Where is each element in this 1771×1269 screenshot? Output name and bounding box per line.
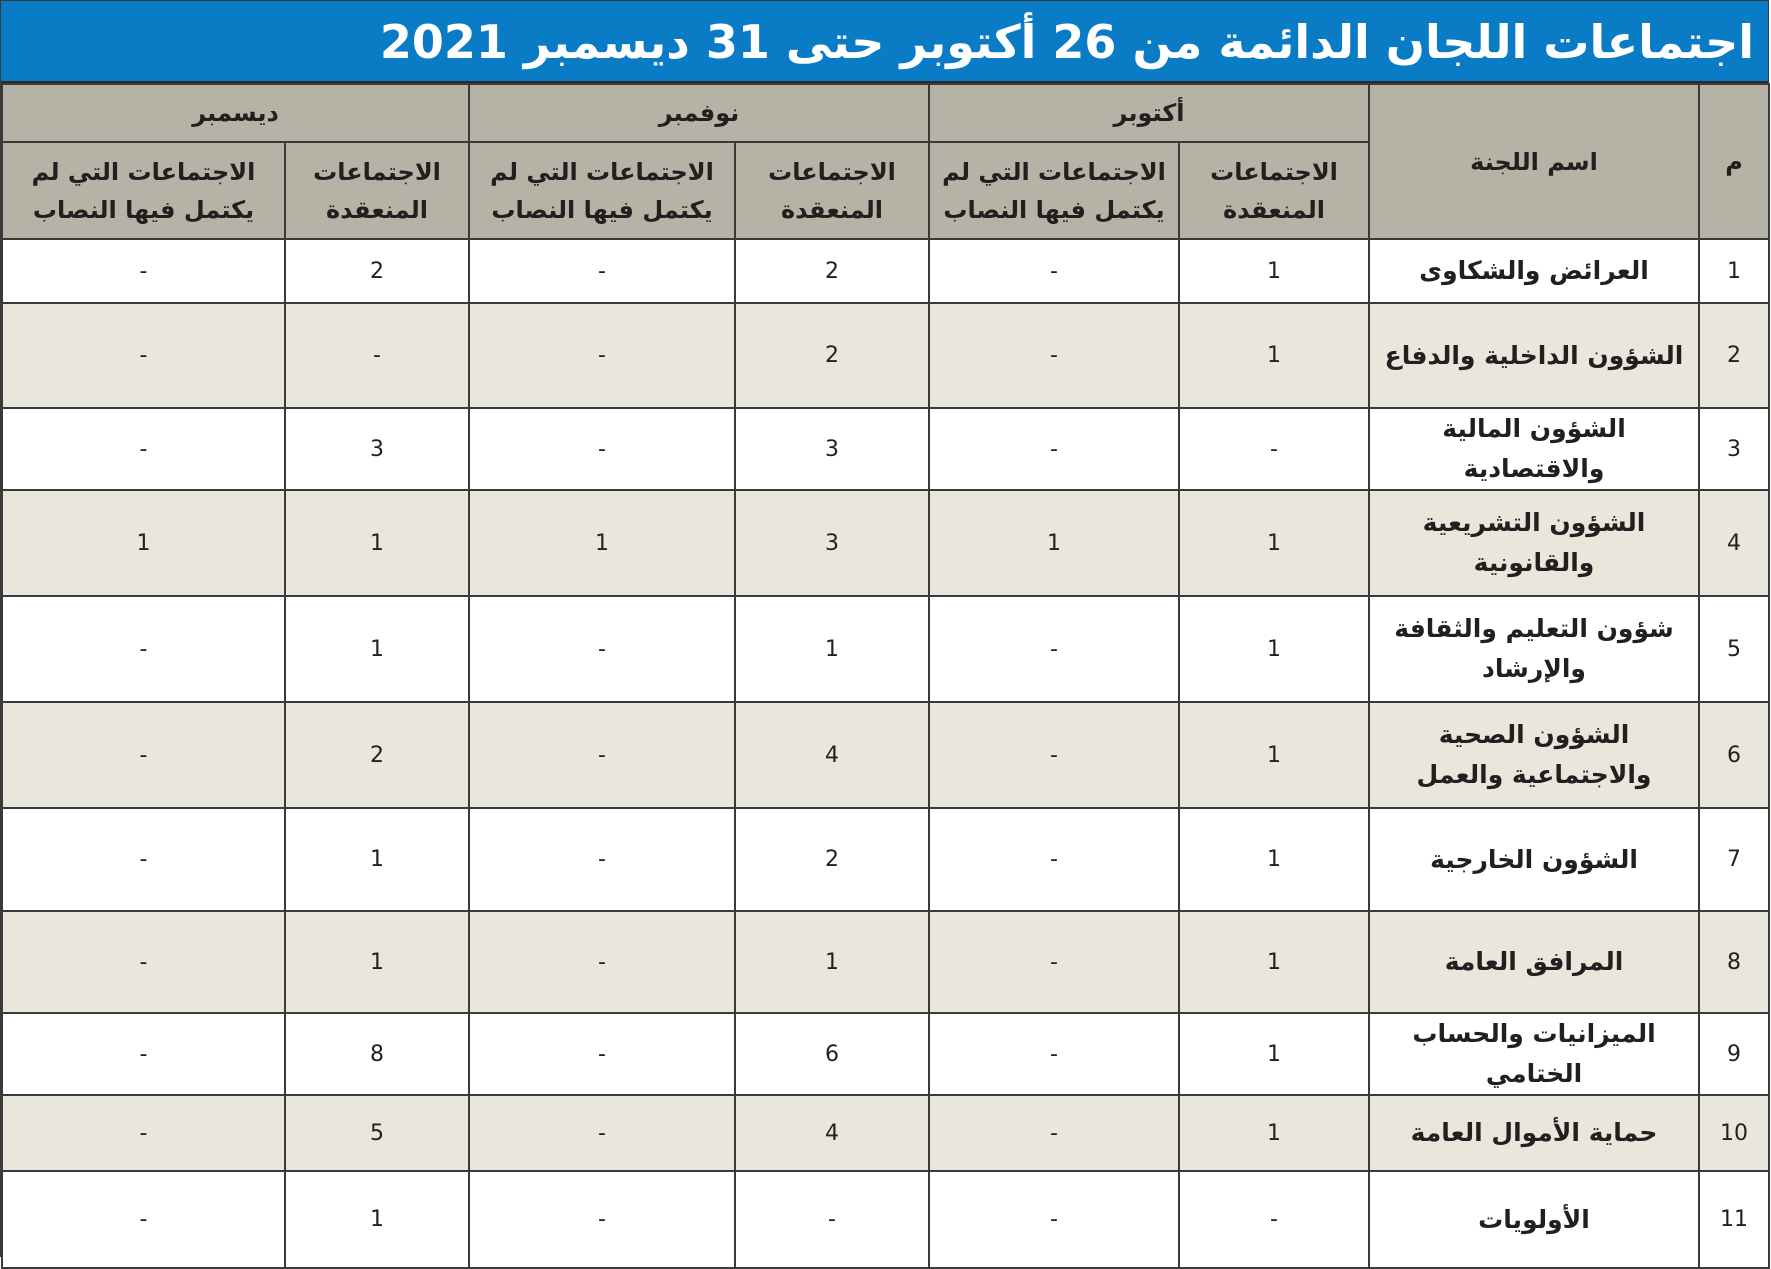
october-held: 1	[1179, 1013, 1369, 1095]
november-held: 1	[735, 911, 929, 1013]
october-held: 1	[1179, 808, 1369, 911]
november-held: -	[735, 1171, 929, 1268]
header-month-october: أكتوبر	[929, 84, 1369, 142]
october-held: 1	[1179, 911, 1369, 1013]
december-no-quorum: -	[2, 1171, 285, 1268]
header-november-held: الاجتماعات المنعقدة	[735, 142, 929, 239]
november-held: 6	[735, 1013, 929, 1095]
october-no-quorum: -	[929, 303, 1179, 408]
november-held: 1	[735, 596, 929, 702]
row-number: 3	[1699, 408, 1769, 490]
header-december-no-quorum: الاجتماعات التي لم يكتمل فيها النصاب	[2, 142, 285, 239]
october-held: 1	[1179, 702, 1369, 808]
october-held: -	[1179, 1171, 1369, 1268]
november-no-quorum: -	[469, 1171, 735, 1268]
table-row	[2, 490, 1769, 596]
november-no-quorum: -	[469, 596, 735, 702]
october-no-quorum: -	[929, 1095, 1179, 1171]
committee-name: الشؤون الخارجية	[1369, 808, 1699, 911]
committee-name: الشؤون المالية والاقتصادية	[1369, 408, 1699, 490]
table-row	[2, 702, 1769, 808]
october-held: 1	[1179, 596, 1369, 702]
november-no-quorum: -	[469, 702, 735, 808]
november-no-quorum: -	[469, 303, 735, 408]
header-num: م	[1699, 84, 1769, 239]
december-held: 1	[285, 911, 469, 1013]
table-row	[2, 911, 1769, 1013]
committee-name: الأولويات	[1369, 1171, 1699, 1268]
committee-name: العرائض والشكاوى	[1369, 239, 1699, 303]
december-held: 2	[285, 239, 469, 303]
october-no-quorum: -	[929, 1013, 1179, 1095]
november-no-quorum: -	[469, 1013, 735, 1095]
november-held: 2	[735, 239, 929, 303]
december-held: 1	[285, 490, 469, 596]
october-no-quorum: -	[929, 596, 1179, 702]
december-no-quorum: -	[2, 596, 285, 702]
december-held: 1	[285, 596, 469, 702]
header-november-no-quorum: الاجتماعات التي لم يكتمل فيها النصاب	[469, 142, 735, 239]
october-held: 1	[1179, 239, 1369, 303]
row-number: 6	[1699, 702, 1769, 808]
header-committee: اسم اللجنة	[1369, 84, 1699, 239]
table-row	[2, 596, 1769, 702]
november-held: 2	[735, 808, 929, 911]
row-number: 2	[1699, 303, 1769, 408]
header-october-held: الاجتماعات المنعقدة	[1179, 142, 1369, 239]
october-no-quorum: -	[929, 239, 1179, 303]
october-held: 1	[1179, 490, 1369, 596]
november-no-quorum: -	[469, 808, 735, 911]
october-held: -	[1179, 408, 1369, 490]
october-no-quorum: -	[929, 911, 1179, 1013]
october-held: 1	[1179, 303, 1369, 408]
header-october-no-quorum: الاجتماعات التي لم يكتمل فيها النصاب	[929, 142, 1179, 239]
december-held: 1	[285, 808, 469, 911]
october-no-quorum: -	[929, 808, 1179, 911]
meetings-table	[1, 83, 1770, 1269]
row-number: 9	[1699, 1013, 1769, 1095]
table-row	[2, 1013, 1769, 1095]
november-no-quorum: 1	[469, 490, 735, 596]
december-no-quorum: -	[2, 1095, 285, 1171]
table-row	[2, 1171, 1769, 1268]
row-number: 5	[1699, 596, 1769, 702]
december-no-quorum: 1	[2, 490, 285, 596]
december-held: 8	[285, 1013, 469, 1095]
december-no-quorum: -	[2, 1013, 285, 1095]
committee-name: الشؤون الصحية والاجتماعية والعمل	[1369, 702, 1699, 808]
header-december-held: الاجتماعات المنعقدة	[285, 142, 469, 239]
october-no-quorum: -	[929, 408, 1179, 490]
october-no-quorum: 1	[929, 490, 1179, 596]
november-held: 2	[735, 303, 929, 408]
december-held: -	[285, 303, 469, 408]
row-number: 10	[1699, 1095, 1769, 1171]
committee-name: شؤون التعليم والثقافة والإرشاد	[1369, 596, 1699, 702]
committee-name: حماية الأموال العامة	[1369, 1095, 1699, 1171]
december-no-quorum: -	[2, 808, 285, 911]
december-no-quorum: -	[2, 702, 285, 808]
november-held: 3	[735, 408, 929, 490]
row-number: 8	[1699, 911, 1769, 1013]
december-held: 2	[285, 702, 469, 808]
table-row	[2, 808, 1769, 911]
november-no-quorum: -	[469, 408, 735, 490]
december-held: 1	[285, 1171, 469, 1268]
november-no-quorum: -	[469, 1095, 735, 1171]
committee-name: الميزانيات والحساب الختامي	[1369, 1013, 1699, 1095]
table-row	[2, 1095, 1769, 1171]
table-row	[2, 303, 1769, 408]
november-held: 3	[735, 490, 929, 596]
december-no-quorum: -	[2, 911, 285, 1013]
header-month-december: ديسمبر	[2, 84, 469, 142]
row-number: 11	[1699, 1171, 1769, 1268]
committee-name: الشؤون الداخلية والدفاع	[1369, 303, 1699, 408]
table-row	[2, 408, 1769, 490]
november-no-quorum: -	[469, 911, 735, 1013]
table-row	[2, 239, 1769, 303]
december-held: 3	[285, 408, 469, 490]
row-number: 7	[1699, 808, 1769, 911]
december-no-quorum: -	[2, 408, 285, 490]
row-number: 1	[1699, 239, 1769, 303]
committee-name: الشؤون التشريعية والقانونية	[1369, 490, 1699, 596]
october-no-quorum: -	[929, 702, 1179, 808]
december-held: 5	[285, 1095, 469, 1171]
header-month-november: نوفمبر	[469, 84, 929, 142]
page-title: اجتماعات اللجان الدائمة من 26 أكتوبر حتى 31 ديسمبر 2021	[1, 1, 1768, 83]
committee-name: المرافق العامة	[1369, 911, 1699, 1013]
november-held: 4	[735, 1095, 929, 1171]
december-no-quorum: -	[2, 239, 285, 303]
november-no-quorum: -	[469, 239, 735, 303]
november-held: 4	[735, 702, 929, 808]
october-no-quorum: -	[929, 1171, 1179, 1268]
october-held: 1	[1179, 1095, 1369, 1171]
row-number: 4	[1699, 490, 1769, 596]
december-no-quorum: -	[2, 303, 285, 408]
